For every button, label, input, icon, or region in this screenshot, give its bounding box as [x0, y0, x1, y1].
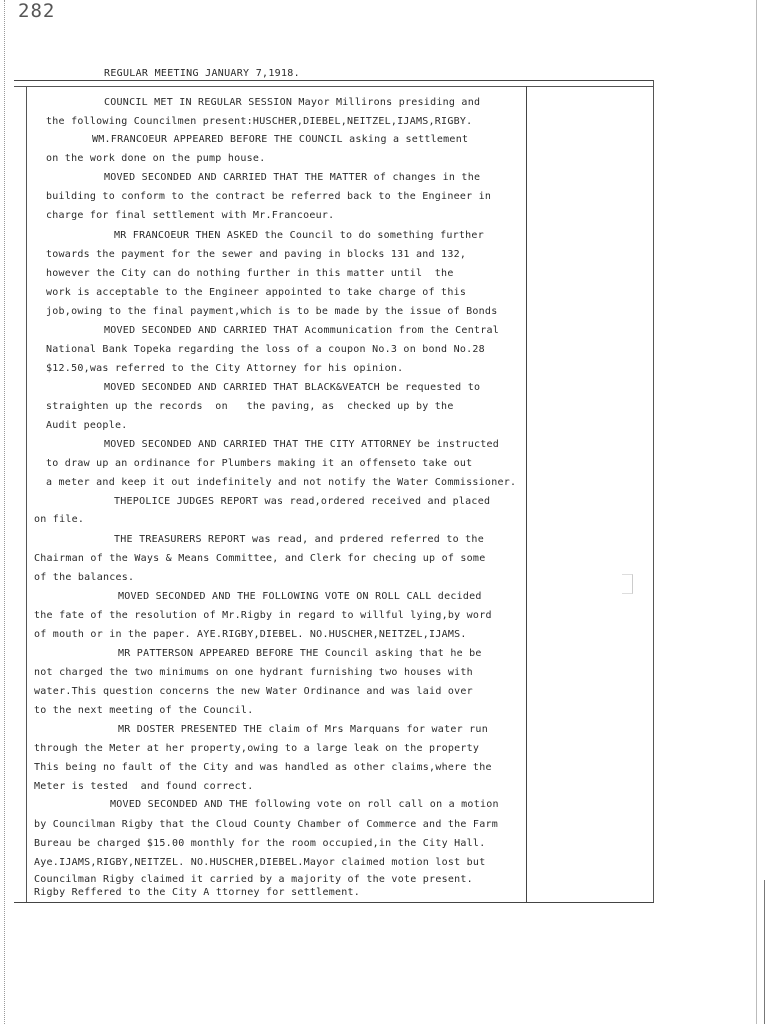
- minutes-line: straighten up the records on the paving, as checked up by the: [46, 401, 454, 412]
- minutes-line: This being no fault of the City and was handled as other claims,where the: [34, 762, 492, 773]
- minutes-line: WM.FRANCOEUR APPEARED BEFORE THE COUNCIL asking a settlement: [92, 134, 469, 145]
- minutes-line: MOVED SECONDED AND CARRIED THAT Acommunication from the Central: [104, 325, 500, 336]
- minutes-line: water.This question concerns the new Water Ordinance and was laid over: [34, 686, 473, 697]
- minutes-line: the fate of the resolution of Mr.Rigby in regard to willful lying,by word: [34, 610, 492, 621]
- minutes-line: COUNCIL MET IN REGULAR SESSION Mayor Millirons presiding and: [104, 97, 481, 108]
- page-edge-right: [756, 0, 757, 1024]
- minutes-line: job,owing to the final payment,which is to be made by the issue of Bonds: [46, 306, 498, 317]
- left-margin-rule: [26, 86, 27, 902]
- minutes-line: of mouth or in the paper. AYE.RIGBY,DIEBEL. NO.HUSCHER,NEITZEL,IJAMS.: [34, 629, 467, 640]
- right-margin-rule: [526, 86, 527, 902]
- minutes-line: towards the payment for the sewer and paving in blocks 131 and 132,: [46, 249, 467, 260]
- minutes-line: the following Councilmen present:HUSCHER,DIEBEL,NEITZEL,IJAMS,RIGBY.: [46, 116, 473, 127]
- top-rule-double: [14, 86, 654, 87]
- minutes-line: Audit people.: [46, 420, 128, 431]
- minutes-line: building to conform to the contract be referred back to the Engineer in: [46, 191, 492, 202]
- minutes-line: MOVED SECONDED AND THE FOLLOWING VOTE ON ROLL CALL decided: [118, 591, 482, 602]
- minutes-line: on the work done on the pump house.: [46, 153, 266, 164]
- minutes-line: charge for final settlement with Mr.Francoeur.: [46, 210, 335, 221]
- bottom-rule: [14, 902, 654, 903]
- minutes-line: $12.50,was referred to the City Attorney for his opinion.: [46, 363, 404, 374]
- minutes-line: National Bank Topeka regarding the loss of a coupon No.3 on bond No.28: [46, 344, 485, 355]
- outer-margin-rule: [653, 80, 654, 902]
- minutes-line: MOVED SECONDED AND CARRIED THAT THE MATTER of changes in the: [104, 172, 481, 183]
- page-edge-right-lower: [764, 880, 765, 1024]
- minutes-line: MOVED SECONDED AND CARRIED THAT BLACK&VEATCH be requested to: [104, 382, 481, 393]
- minutes-line: work is acceptable to the Engineer appointed to take charge of this: [46, 287, 467, 298]
- minutes-line: a meter and keep it out indefinitely and not notify the Water Commissioner.: [46, 477, 517, 488]
- minutes-line: Rigby Reffered to the City A ttorney for settlement.: [34, 887, 361, 898]
- minutes-line: however the City can do nothing further in this matter until the: [46, 268, 454, 279]
- minutes-line: to draw up an ordinance for Plumbers making it an offenseto take out: [46, 458, 473, 469]
- minutes-line: MR FRANCOEUR THEN ASKED the Council to do something further: [114, 230, 484, 241]
- minutes-line: MR DOSTER PRESENTED THE claim of Mrs Marquans for water run: [118, 724, 488, 735]
- minutes-line: Chairman of the Ways & Means Committee, and Clerk for checing up of some: [34, 553, 486, 564]
- minutes-line: MOVED SECONDED AND THE following vote on roll call on a motion: [110, 799, 499, 810]
- minutes-line: Aye.IJAMS,RIGBY,NEITZEL. NO.HUSCHER,DIEBEL.Mayor claimed motion lost but: [34, 857, 486, 868]
- minutes-line: MOVED SECONDED AND CARRIED THAT THE CITY ATTORNEY be instructed: [104, 439, 500, 450]
- margin-mark: [622, 574, 633, 594]
- minutes-line: THE TREASURERS REPORT was read, and prdered referred to the: [114, 534, 484, 545]
- minutes-line: of the balances.: [34, 572, 135, 583]
- minutes-line: Councilman Rigby claimed it carried by a majority of the vote present.: [34, 874, 473, 885]
- minutes-line: Meter is tested and found correct.: [34, 781, 254, 792]
- top-rule: [14, 80, 654, 81]
- minutes-line: THEPOLICE JUDGES REPORT was read,ordered received and placed: [114, 496, 491, 507]
- minutes-line: Bureau be charged $15.00 monthly for the room occupied,in the City Hall.: [34, 838, 486, 849]
- minutes-line: to the next meeting of the Council.: [34, 705, 254, 716]
- minutes-line: MR PATTERSON APPEARED BEFORE THE Council asking that he be: [118, 648, 482, 659]
- page-edge-left: [4, 0, 6, 1024]
- minutes-line: not charged the two minimums on one hydrant furnishing two houses with: [34, 667, 473, 678]
- minutes-line: through the Meter at her property,owing to a large leak on the property: [34, 743, 480, 754]
- minutes-line: by Councilman Rigby that the Cloud County Chamber of Commerce and the Farm: [34, 819, 499, 830]
- minutes-line: on file.: [34, 514, 85, 525]
- meeting-heading: REGULAR MEETING JANUARY 7,1918.: [104, 68, 300, 79]
- page-number: 282: [18, 0, 56, 22]
